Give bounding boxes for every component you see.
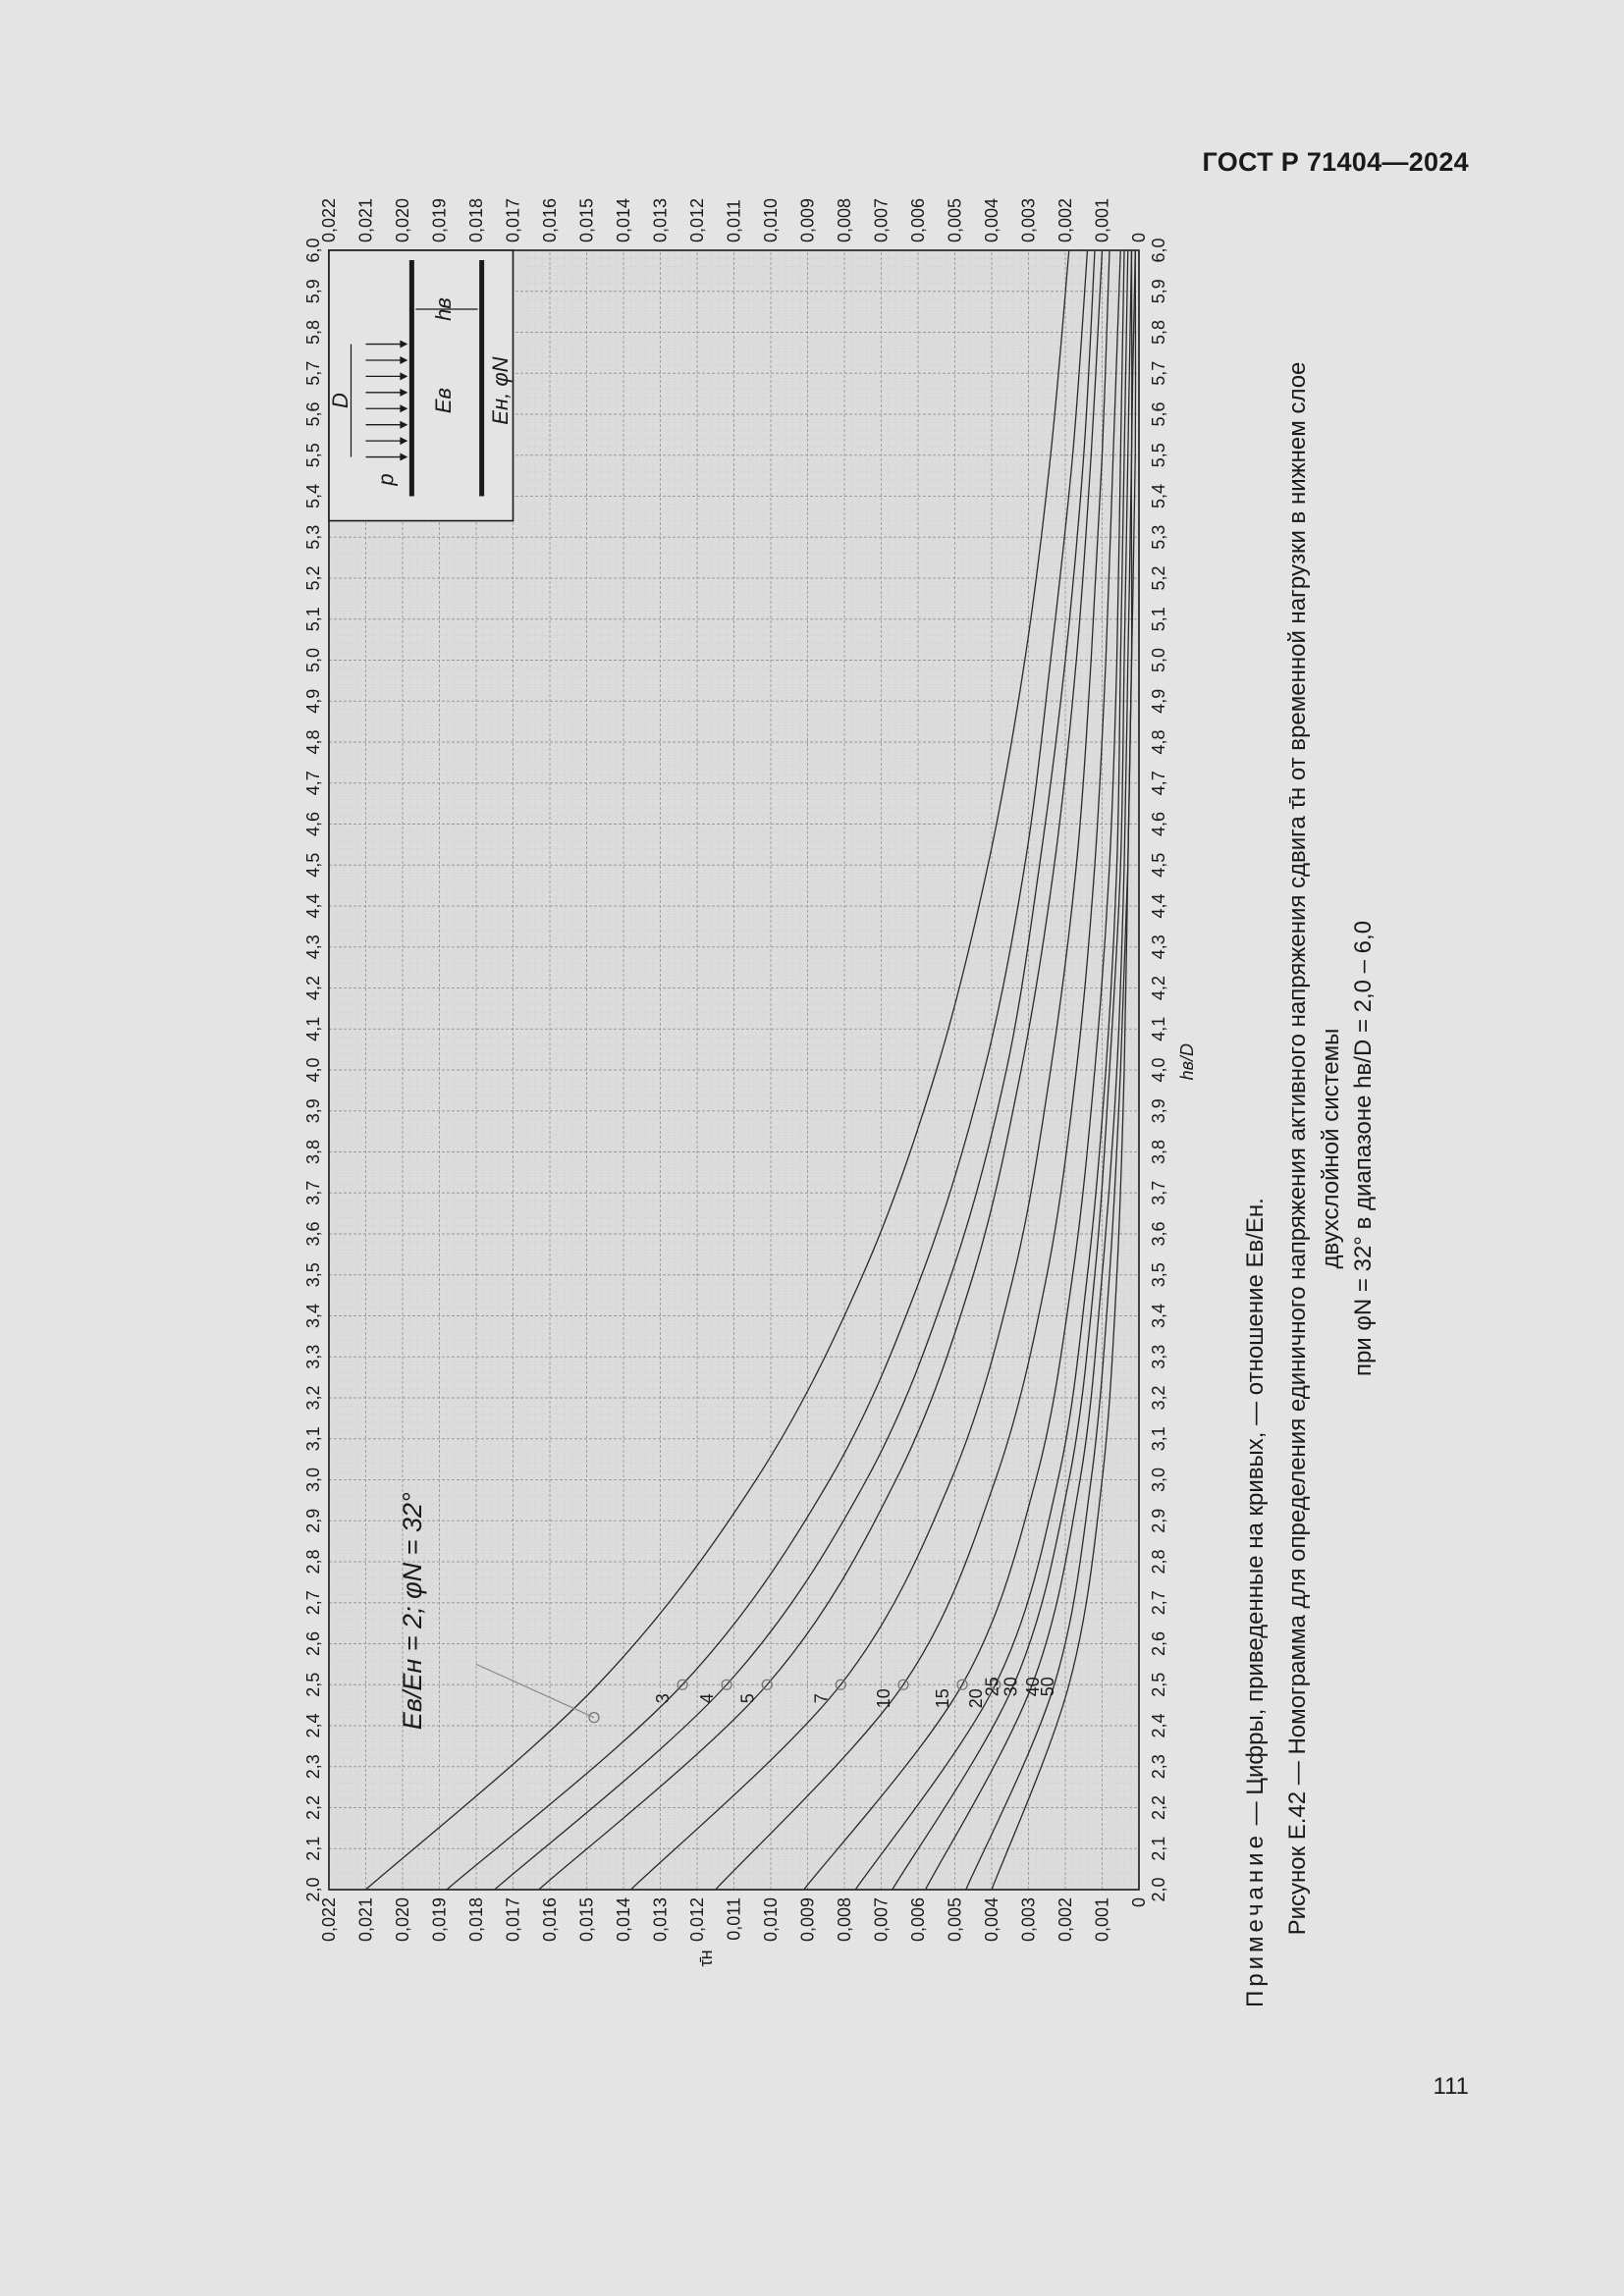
y-tick-label-left: 0,002 bbox=[1056, 1897, 1075, 1943]
x-tick-label-bottom: 2,0 bbox=[1149, 1877, 1168, 1902]
x-tick-label-bottom: 5,5 bbox=[1149, 443, 1168, 468]
x-tick-label-bottom: 4,8 bbox=[1149, 729, 1168, 755]
x-tick-label-bottom: 5,2 bbox=[1149, 565, 1168, 591]
y-tick-label-left: 0,020 bbox=[393, 1897, 412, 1943]
x-tick-label-top: 4,8 bbox=[303, 729, 323, 755]
y-tick-label-right: 0 bbox=[1129, 232, 1149, 242]
curve-label-50: 50 bbox=[1037, 1677, 1057, 1697]
y-tick-label-right: 0,017 bbox=[503, 197, 523, 242]
y-tick-label-left: 0,007 bbox=[871, 1897, 892, 1943]
x-tick-label-top: 4,7 bbox=[303, 771, 323, 796]
x-tick-label-bottom: 4,9 bbox=[1149, 688, 1168, 714]
x-tick-label-bottom: 3,3 bbox=[1149, 1344, 1168, 1369]
y-tick-label-right: 0,006 bbox=[908, 197, 928, 242]
figure-caption bbox=[1281, 290, 1380, 2007]
x-tick-label-top: 2,0 bbox=[303, 1877, 323, 1902]
x-tick-label-bottom: 5,1 bbox=[1149, 607, 1168, 632]
y-tick-label-left: 0,006 bbox=[908, 1897, 928, 1943]
x-tick-label-bottom: 4,0 bbox=[1149, 1057, 1168, 1083]
x-tick-label-bottom: 4,6 bbox=[1149, 811, 1168, 837]
x-tick-label-top: 6,0 bbox=[303, 238, 323, 263]
x-tick-label-top: 4,4 bbox=[303, 893, 323, 919]
x-tick-label-top: 5,9 bbox=[303, 279, 323, 304]
y-tick-label-left: 0,001 bbox=[1092, 1897, 1112, 1943]
x-tick-label-bottom: 5,6 bbox=[1149, 401, 1168, 427]
x-tick-label-top: 2,4 bbox=[303, 1713, 323, 1738]
x-tick-label-bottom: 2,5 bbox=[1149, 1672, 1168, 1697]
y-tick-label-right: 0,005 bbox=[945, 197, 965, 242]
curve-label-4: 4 bbox=[697, 1693, 717, 1704]
y-tick-label-right: 0,020 bbox=[393, 197, 412, 242]
inset-upper-layer-label: Eв bbox=[430, 387, 456, 414]
inset-lower-layer-label: Eн, φN bbox=[487, 356, 513, 425]
x-tick-label-top: 4,1 bbox=[303, 1016, 323, 1041]
caption-line-2: при φN = 32° в диапазоне hв/D = 2,0 – 6,0 bbox=[1350, 920, 1378, 1377]
x-tick-label-bottom: 6,0 bbox=[1149, 238, 1168, 263]
y-tick-label-left: 0,012 bbox=[687, 1897, 707, 1943]
curve-label-30: 30 bbox=[1001, 1677, 1021, 1697]
curve-label-20: 20 bbox=[965, 1688, 986, 1709]
y-tick-label-left: 0,010 bbox=[761, 1897, 781, 1943]
y-tick-label-left: 0,005 bbox=[945, 1897, 965, 1943]
x-tick-label-bottom: 5,0 bbox=[1149, 647, 1168, 673]
x-tick-label-top: 5,4 bbox=[303, 483, 323, 509]
x-tick-label-bottom: 2,4 bbox=[1149, 1713, 1168, 1738]
y-tick-label-left: 0 bbox=[1129, 1897, 1149, 1908]
y-tick-label-right: 0,007 bbox=[871, 197, 892, 242]
inset-load-label: p bbox=[373, 473, 399, 486]
x-tick-label-bottom: 3,1 bbox=[1149, 1426, 1168, 1452]
x-tick-label-top: 5,8 bbox=[303, 319, 323, 346]
y-tick-label-left: 0,022 bbox=[319, 1897, 339, 1943]
y-tick-label-right: 0,021 bbox=[355, 197, 376, 242]
x-tick-label-bottom: 2,7 bbox=[1149, 1590, 1168, 1616]
x-tick-label-top: 3,8 bbox=[303, 1139, 323, 1165]
x-tick-label-bottom: 5,3 bbox=[1149, 524, 1168, 550]
x-tick-label-top: 3,2 bbox=[303, 1385, 323, 1411]
x-tick-label-bottom: 5,7 bbox=[1149, 360, 1168, 386]
y-tick-label-left: 0,016 bbox=[540, 1897, 560, 1943]
y-tick-label-right: 0,003 bbox=[1018, 197, 1039, 242]
y-axis-label: τ̄н bbox=[696, 1949, 716, 1967]
x-tick-label-bottom: 2,8 bbox=[1149, 1549, 1168, 1575]
y-tick-label-left: 0,003 bbox=[1018, 1897, 1039, 1943]
x-tick-label-bottom: 4,2 bbox=[1149, 975, 1168, 1001]
note-prefix: Примечание bbox=[1242, 1832, 1269, 2007]
x-tick-label-top: 3,9 bbox=[303, 1098, 323, 1124]
caption-line-1: Рисунок Е.42 — Номограмма для определения единичного напряжения активного напряжения сдвига τ̄н от временной нагрузки в нижнем слое двухслойной системы bbox=[1284, 361, 1344, 1936]
x-tick-label-top: 2,8 bbox=[303, 1549, 323, 1575]
x-tick-label-top: 3,4 bbox=[303, 1303, 323, 1329]
x-tick-label-bottom: 3,5 bbox=[1149, 1262, 1168, 1288]
y-tick-label-left: 0,009 bbox=[797, 1897, 818, 1943]
curve-label-40: 40 bbox=[1022, 1677, 1043, 1697]
y-tick-label-right: 0,012 bbox=[687, 197, 707, 242]
x-tick-label-top: 2,9 bbox=[303, 1508, 323, 1533]
inset-thickness-label: hв bbox=[430, 297, 456, 321]
y-tick-label-left: 0,019 bbox=[429, 1897, 450, 1943]
y-tick-label-left: 0,004 bbox=[982, 1897, 1001, 1943]
x-tick-label-bottom: 3,7 bbox=[1149, 1180, 1168, 1205]
x-tick-label-top: 3,5 bbox=[303, 1262, 323, 1288]
y-tick-label-right: 0,009 bbox=[797, 197, 818, 242]
note-text: — Цифры, приведенные на кривых, — отношение Eв/Eн. bbox=[1242, 1198, 1269, 1833]
page-number: 111 bbox=[1433, 2073, 1469, 2100]
x-tick-label-bottom: 2,3 bbox=[1149, 1754, 1168, 1780]
x-tick-label-top: 4,5 bbox=[303, 852, 323, 878]
y-tick-label-right: 0,013 bbox=[650, 197, 671, 242]
curve-label-3: 3 bbox=[653, 1693, 673, 1704]
y-tick-label-left: 0,015 bbox=[576, 1897, 597, 1943]
y-tick-label-left: 0,021 bbox=[355, 1897, 376, 1943]
standard-header: ГОСТ Р 71404—2024 bbox=[1202, 147, 1469, 177]
x-tick-label-bottom: 3,0 bbox=[1149, 1467, 1168, 1493]
x-tick-label-bottom: 3,2 bbox=[1149, 1385, 1168, 1411]
chart-note bbox=[1242, 1198, 1270, 2007]
x-tick-label-top: 3,7 bbox=[303, 1180, 323, 1205]
inset-frame bbox=[329, 250, 514, 521]
y-tick-label-right: 0,015 bbox=[576, 197, 597, 242]
x-tick-label-bottom: 4,3 bbox=[1149, 934, 1168, 960]
curve-label-25: 25 bbox=[982, 1677, 1002, 1697]
y-tick-label-left: 0,013 bbox=[650, 1897, 671, 1943]
y-tick-label-left: 0,017 bbox=[503, 1897, 523, 1943]
x-tick-label-bottom: 2,1 bbox=[1149, 1836, 1168, 1861]
x-tick-label-top: 4,6 bbox=[303, 811, 323, 837]
x-tick-label-top: 3,6 bbox=[303, 1221, 323, 1247]
x-tick-label-top: 4,2 bbox=[303, 975, 323, 1001]
y-tick-label-left: 0,011 bbox=[724, 1897, 744, 1941]
x-tick-label-top: 5,2 bbox=[303, 565, 323, 591]
inset-diagram bbox=[328, 250, 514, 521]
x-tick-label-top: 2,5 bbox=[303, 1672, 323, 1697]
x-tick-label-bottom: 2,6 bbox=[1149, 1630, 1168, 1657]
y-tick-label-right: 0,018 bbox=[466, 197, 486, 242]
x-tick-label-top: 2,3 bbox=[303, 1754, 323, 1780]
x-tick-label-bottom: 5,9 bbox=[1149, 279, 1168, 304]
x-tick-label-bottom: 4,1 bbox=[1149, 1016, 1168, 1041]
y-tick-label-right: 0,002 bbox=[1056, 197, 1075, 242]
x-tick-label-top: 5,1 bbox=[303, 607, 323, 632]
x-tick-label-top: 2,7 bbox=[303, 1590, 323, 1616]
y-tick-label-left: 0,014 bbox=[614, 1897, 633, 1943]
y-tick-label-right: 0,019 bbox=[429, 197, 450, 242]
x-tick-label-bottom: 2,9 bbox=[1149, 1508, 1168, 1533]
x-tick-label-top: 2,2 bbox=[303, 1794, 323, 1821]
x-axis-label: hв/D bbox=[1177, 1042, 1197, 1081]
x-tick-label-top: 5,7 bbox=[303, 360, 323, 386]
curve-label-7: 7 bbox=[811, 1693, 832, 1704]
x-tick-label-top: 5,0 bbox=[303, 647, 323, 673]
curve-label-10: 10 bbox=[874, 1688, 893, 1709]
x-tick-label-bottom: 4,5 bbox=[1149, 852, 1168, 878]
x-tick-label-top: 3,1 bbox=[303, 1426, 323, 1452]
x-tick-label-bottom: 5,4 bbox=[1149, 483, 1168, 509]
rotated-content bbox=[241, 83, 1399, 2096]
y-tick-label-left: 0,008 bbox=[835, 1897, 854, 1943]
x-tick-label-top: 3,0 bbox=[303, 1467, 323, 1493]
x-tick-label-top: 5,6 bbox=[303, 401, 323, 427]
y-tick-label-right: 0,004 bbox=[982, 197, 1001, 242]
x-tick-label-top: 2,6 bbox=[303, 1630, 323, 1657]
y-tick-label-right: 0,011 bbox=[724, 199, 744, 242]
x-tick-label-top: 4,3 bbox=[303, 934, 323, 960]
x-tick-label-bottom: 3,9 bbox=[1149, 1098, 1168, 1124]
nomogram-chart bbox=[241, 83, 1222, 2096]
x-tick-label-bottom: 3,6 bbox=[1149, 1221, 1168, 1247]
x-tick-label-top: 4,9 bbox=[303, 688, 323, 714]
inset-diameter-label: D bbox=[327, 393, 352, 408]
x-tick-label-top: 3,3 bbox=[303, 1344, 323, 1369]
x-tick-label-bottom: 5,8 bbox=[1149, 319, 1168, 346]
x-tick-label-bottom: 4,4 bbox=[1149, 893, 1168, 919]
x-tick-label-bottom: 2,2 bbox=[1149, 1794, 1168, 1821]
x-tick-label-top: 5,5 bbox=[303, 443, 323, 468]
x-tick-label-top: 4,0 bbox=[303, 1057, 323, 1083]
x-tick-label-top: 2,1 bbox=[303, 1836, 323, 1861]
curve-label-15: 15 bbox=[933, 1688, 952, 1709]
curve-label-5: 5 bbox=[737, 1693, 758, 1704]
x-tick-label-top: 5,3 bbox=[303, 524, 323, 550]
x-tick-label-bottom: 3,8 bbox=[1149, 1139, 1168, 1165]
x-tick-label-bottom: 3,4 bbox=[1149, 1303, 1168, 1329]
parameter-label: Eв/Eн = 2; φN = 32° bbox=[397, 1492, 427, 1731]
y-tick-label-right: 0,008 bbox=[835, 197, 854, 242]
y-tick-label-left: 0,018 bbox=[466, 1897, 486, 1943]
y-tick-label-right: 0,022 bbox=[319, 197, 339, 242]
y-tick-label-right: 0,001 bbox=[1092, 197, 1112, 242]
y-tick-label-right: 0,014 bbox=[614, 197, 633, 242]
y-tick-label-right: 0,016 bbox=[540, 197, 560, 242]
y-tick-label-right: 0,010 bbox=[761, 197, 781, 242]
x-tick-label-bottom: 4,7 bbox=[1149, 771, 1168, 796]
